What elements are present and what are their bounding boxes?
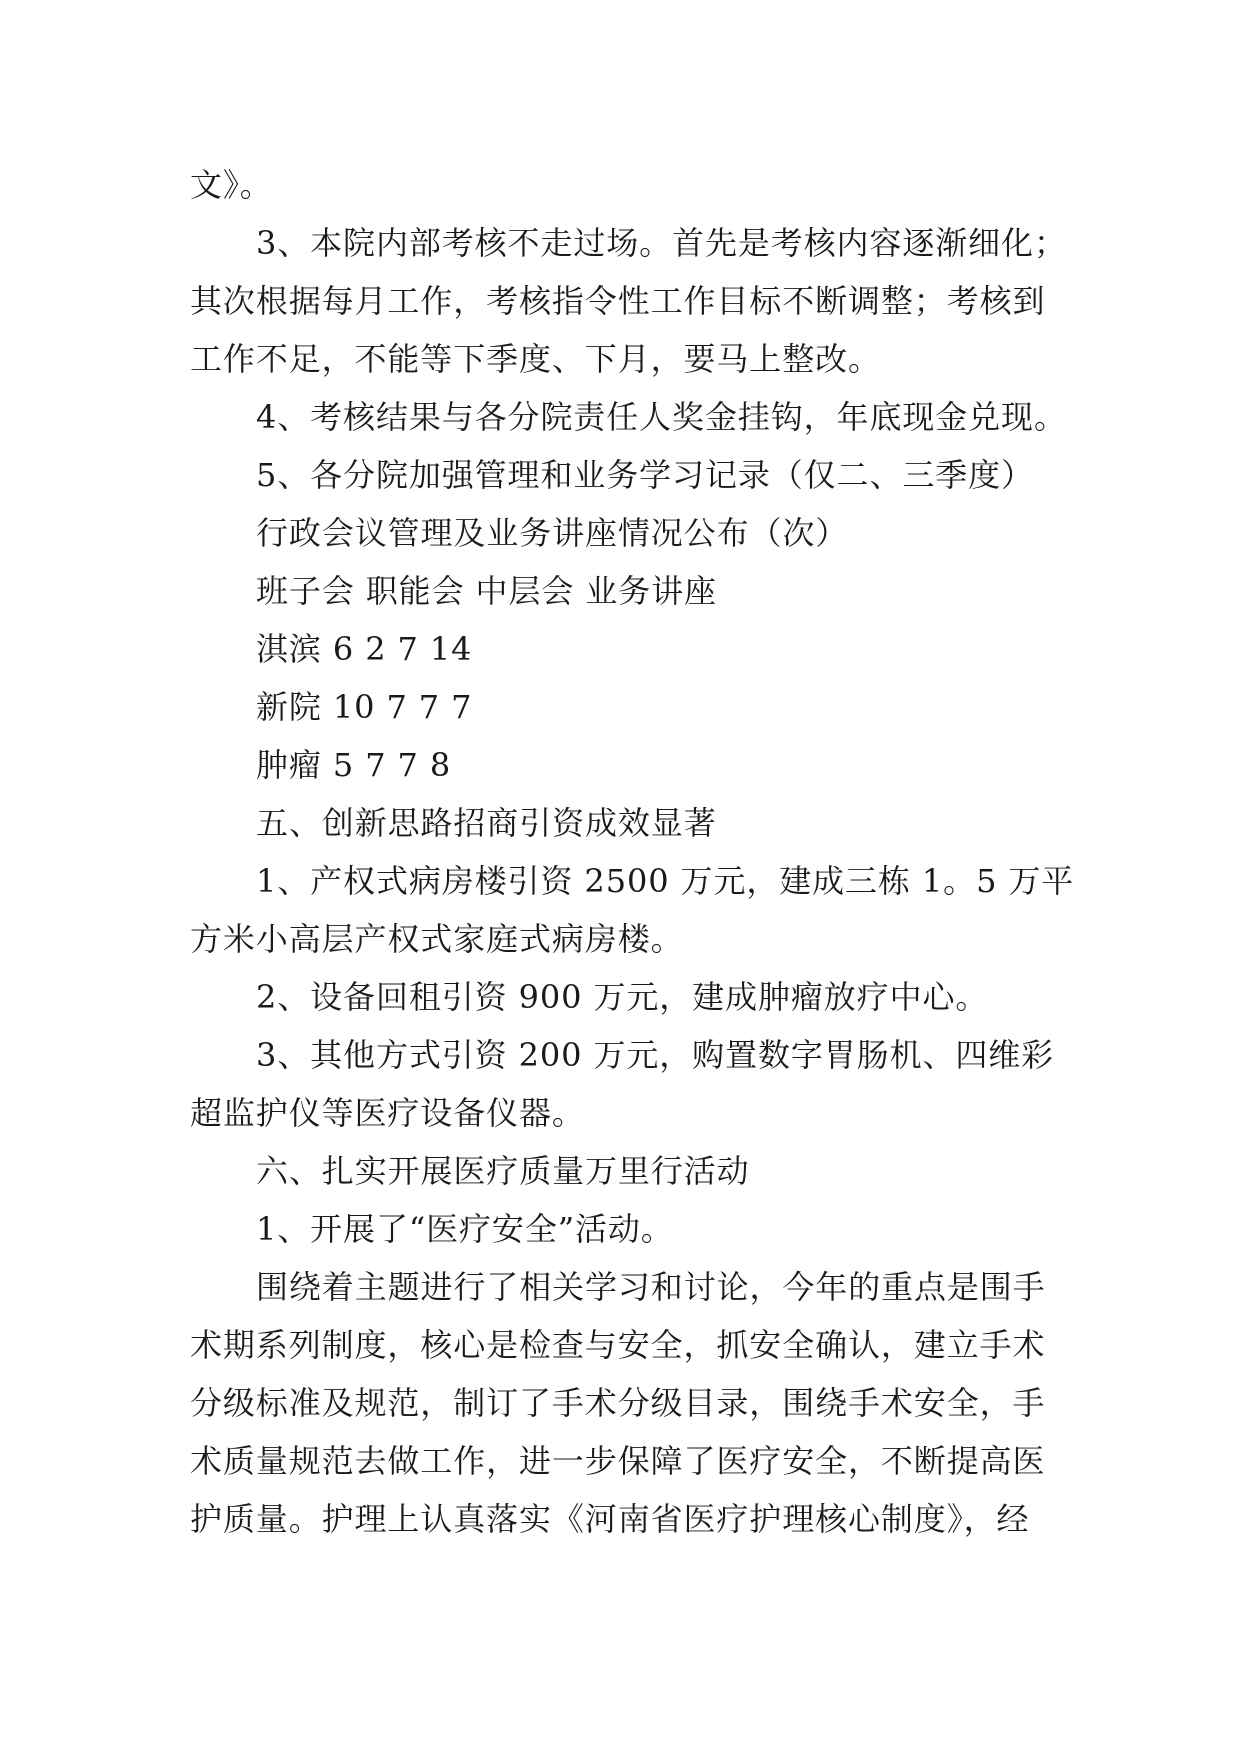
text-line: 文》。 [190, 166, 273, 204]
document-body [190, 156, 1075, 1548]
text-line: 术质量规范去做工作，进一步保障了医疗安全，不断提高医 [190, 1442, 1046, 1480]
text-line: 肿瘤 5 7 7 8 [256, 746, 452, 784]
text-line: 超监护仪等医疗设备仪器。 [190, 1094, 585, 1132]
text-line: 围绕着主题进行了相关学习和讨论，今年的重点是围手 [256, 1268, 1046, 1306]
text-line: 五、创新思路招商引资成效显著 [256, 804, 717, 842]
text-line: 5、各分院加强管理和业务学习记录（仅二、三季度） [256, 456, 1034, 494]
text-line: 方米小高层产权式家庭式病房楼。 [190, 920, 684, 958]
text-line: 3、本院内部考核不走过场。首先是考核内容逐渐细化； [256, 224, 1067, 262]
text-line: 行政会议管理及业务讲座情况公布（次） [256, 514, 849, 552]
text-line: 4、考核结果与各分院责任人奖金挂钩，年底现金兑现。 [256, 398, 1067, 436]
text-line: 淇滨 6 2 7 14 [256, 630, 473, 668]
text-line: 分级标准及规范，制订了手术分级目录，围绕手术安全，手 [190, 1384, 1046, 1422]
text-line: 2、设备回租引资 900 万元，建成肿瘤放疗中心。 [256, 978, 989, 1016]
text-line: 班子会 职能会 中层会 业务讲座 [256, 572, 717, 610]
text-line: 工作不足，不能等下季度、下月，要马上整改。 [190, 340, 881, 378]
text-line: 1、开展了“医疗安全”活动。 [256, 1210, 674, 1248]
text-line: 新院 10 7 7 7 [256, 688, 473, 726]
text-line: 护质量。护理上认真落实《河南省医疗护理核心制度》，经 [190, 1500, 1030, 1538]
text-line: 1、产权式病房楼引资 2500 万元，建成三栋 1。5 万平 [256, 862, 1075, 900]
text-line: 其次根据每月工作，考核指令性工作目标不断调整；考核到 [190, 282, 1046, 320]
text-line: 六、扎实开展医疗质量万里行活动 [256, 1152, 750, 1190]
text-line: 3、其他方式引资 200 万元，购置数字胃肠机、四维彩 [256, 1036, 1055, 1074]
text-line: 术期系列制度，核心是检查与安全，抓安全确认，建立手术 [190, 1326, 1046, 1364]
